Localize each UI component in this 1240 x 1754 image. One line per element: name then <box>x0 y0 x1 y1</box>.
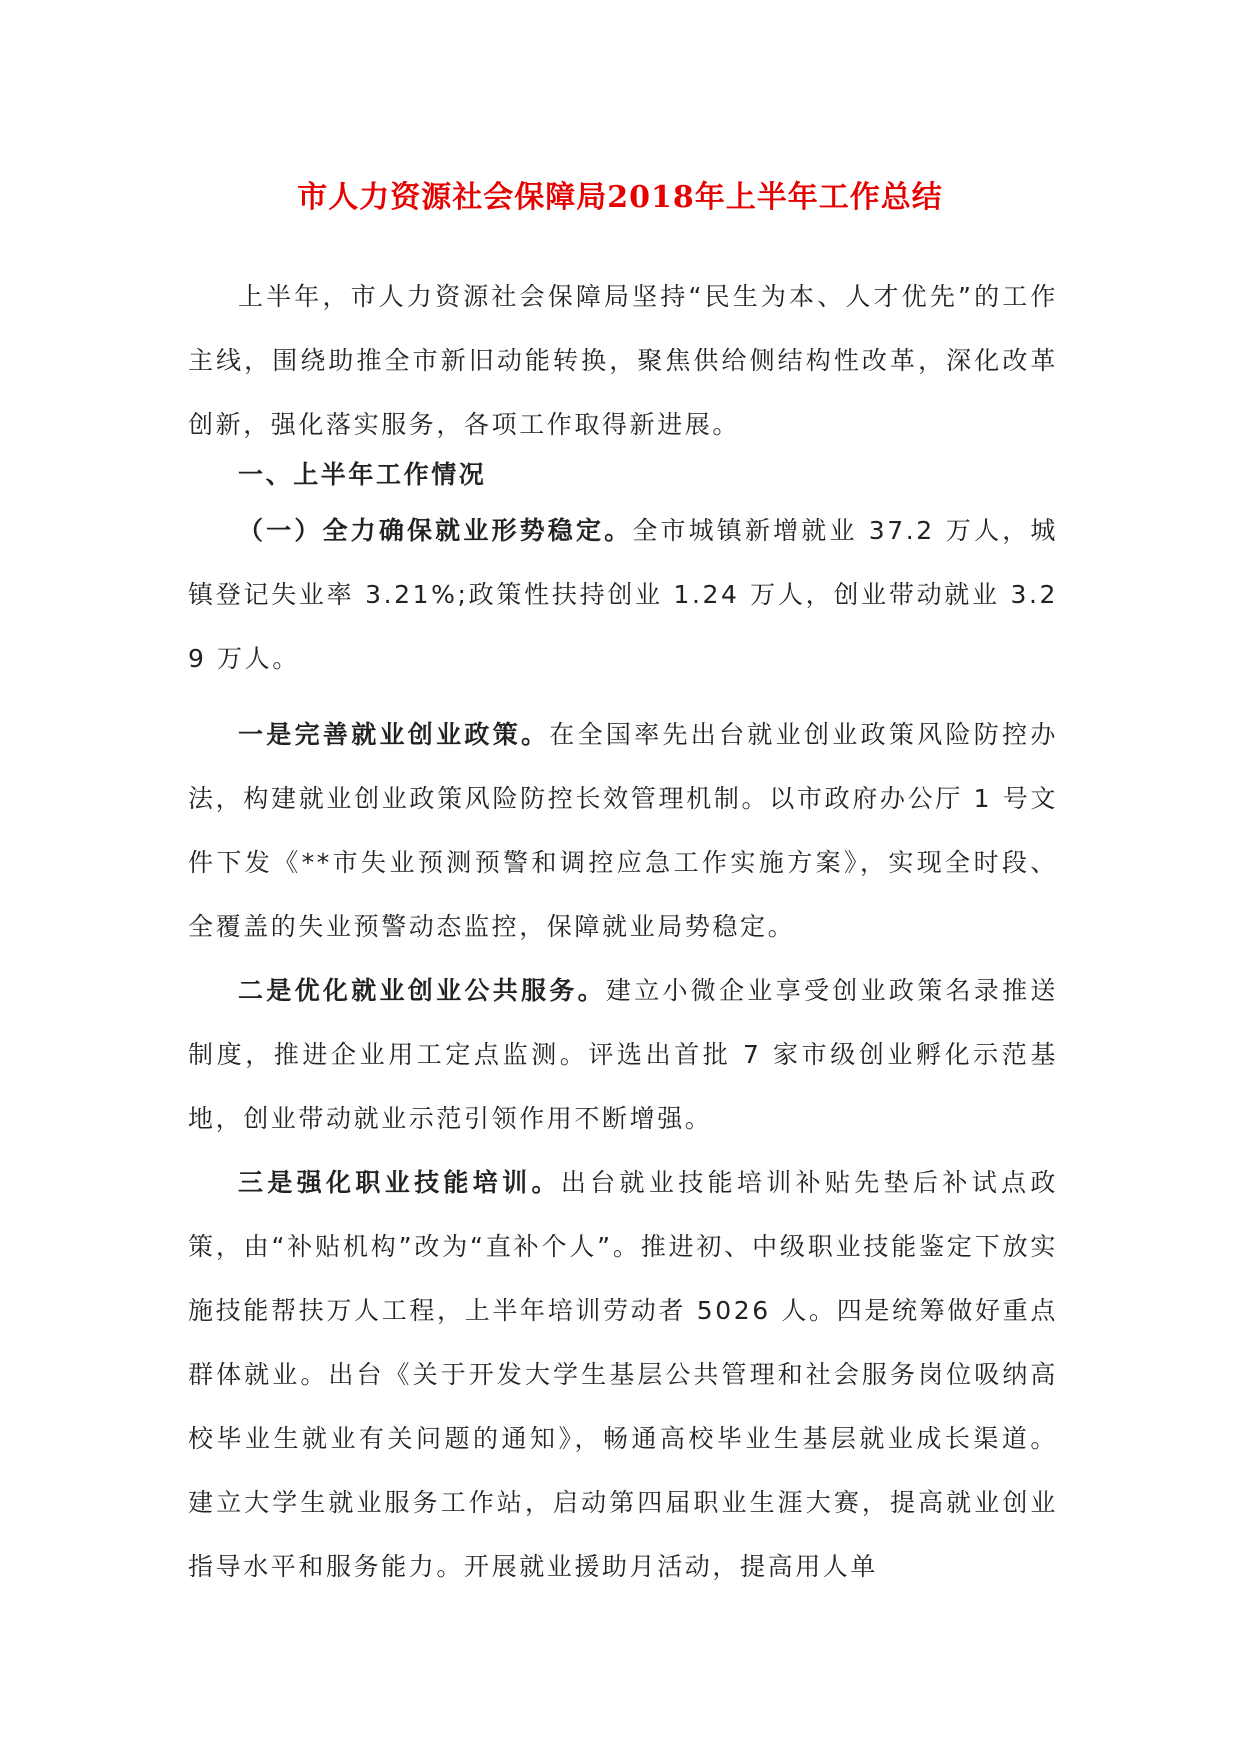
subsection-paragraph <box>188 499 1058 691</box>
item-text-2: 建立小微企业享受创业政策名录推送制度，推进企业用工定点监测。评选出首批 7 家市级创业孵化示范基地，创业带动就业示范引领作用不断增强。 <box>188 976 1058 1133</box>
intro-paragraph: 上半年，市人力资源社会保障局坚持“民生为本、人才优先”的工作主线，围绕助推全市新旧动能转换，聚焦供给侧结构性改革，深化改革创新，强化落实服务，各项工作取得新进展。 <box>188 282 1058 439</box>
item-text-3: 出台就业技能培训补贴先垫后补试点政策，由“补贴机构”改为“直补个人”。推进初、中级职业技能鉴定下放实施技能帮扶万人工程，上半年培训劳动者 5026 人。四是统筹做好重点群体就业。出台《关于开发大学生基层公共管理和社会服务岗位吸纳高校毕业生就业有关问题的通知》，畅通高校毕业生基层就业成长渠道。建立大学生就业服务工作站，启动第四届职业生涯大赛，提高就业创业指导水平和服务能力。开展就业援助月活动，提高用人单 <box>188 1168 1058 1581</box>
subsection-text: 全市城镇新增就业 37.2 万人，城镇登记失业率 3.21%;政策性扶持创业 1.24 万人，创业带动就业 3.29 万人。 <box>188 516 1059 673</box>
item-paragraph-2 <box>188 959 1058 1151</box>
subsection-lead: （一）全力确保就业形势稳定。 <box>238 516 633 545</box>
item-lead-2: 二是优化就业创业公共服务。 <box>238 976 606 1005</box>
item-lead-1: 一是完善就业创业政策。 <box>238 720 550 749</box>
item-paragraph-1 <box>188 703 1058 959</box>
section-heading: 一、上半年工作情况 <box>238 460 487 489</box>
document-title: 市人力资源社会保障局2018年上半年工作总结 <box>297 180 943 215</box>
item-text-1: 在全国率先出台就业创业政策风险防控办法，构建就业创业政策风险防控长效管理机制。以市政府办公厅 1 号文件下发《**市失业预测预警和调控应急工作实施方案》，实现全时段、全覆盖的失业预警动态监控，保障就业局势稳定。 <box>188 720 1058 941</box>
item-paragraph-3 <box>188 1151 1058 1599</box>
item-lead-3: 三是强化职业技能培训。 <box>238 1168 561 1197</box>
document-body <box>188 265 1058 1599</box>
